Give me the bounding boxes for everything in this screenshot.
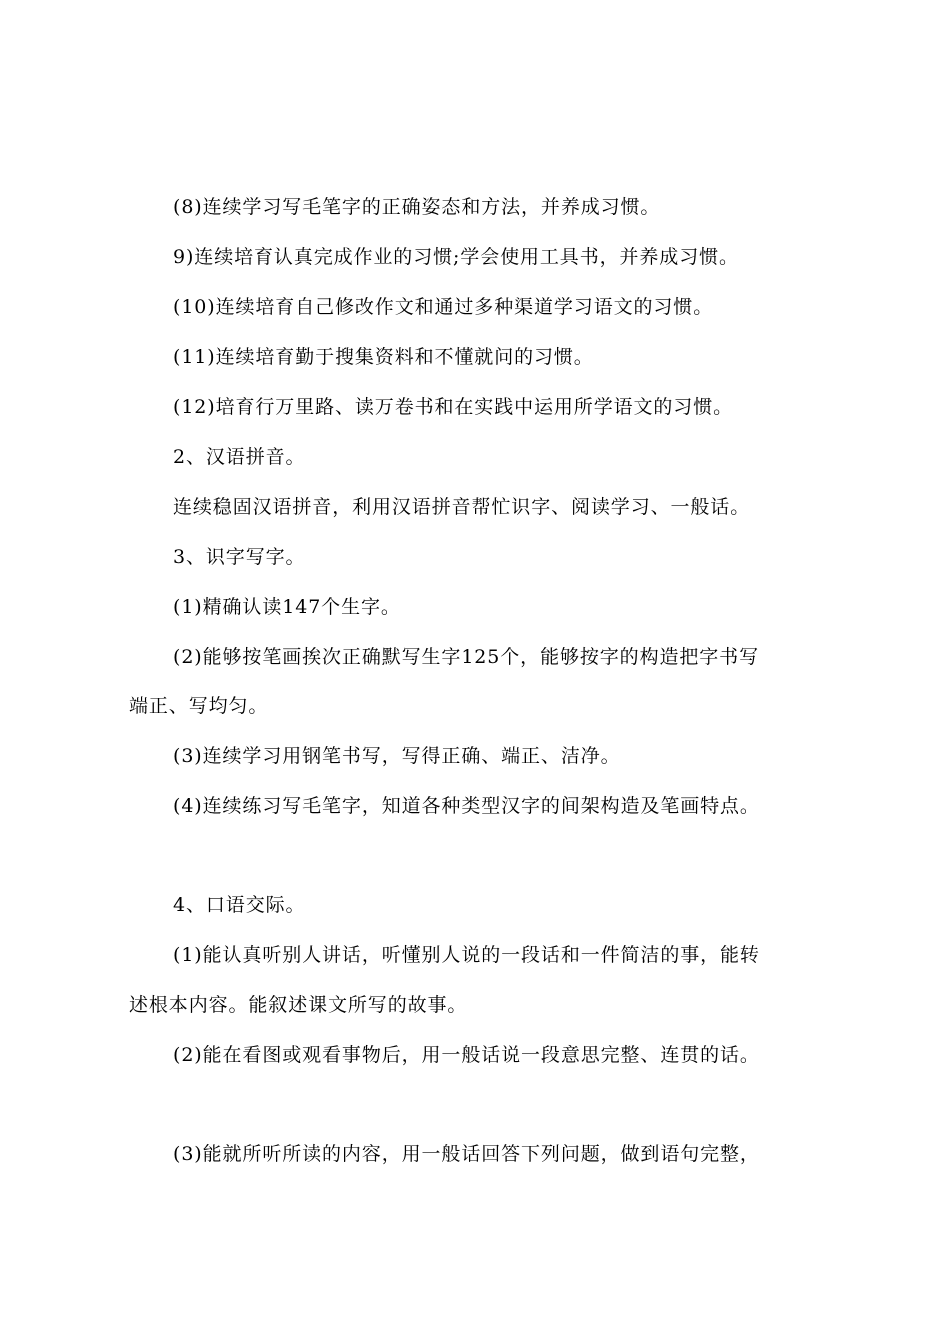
section-heading-oral: 4、口语交际。 — [173, 894, 306, 916]
text-line-chars-1: (1)精确认读147个生字。 — [173, 596, 401, 618]
text-line-oral-2: (2)能在看图或观看事物后，用一般话说一段意思完整、连贯的话。 — [173, 1044, 760, 1066]
text-line-12: (12)培育行万里路、读万卷书和在实践中运用所学语文的习惯。 — [173, 396, 734, 418]
text-line-oral-1-cont: 述根本内容。能叙述课文所写的故事。 — [129, 994, 468, 1016]
text-line-pinyin: 连续稳固汉语拼音，利用汉语拼音帮忙识字、阅读学习、一般话。 — [173, 496, 751, 518]
text-line-chars-3: (3)连续学习用钢笔书写，写得正确、端正、洁净。 — [173, 745, 621, 767]
section-heading-pinyin: 2、汉语拼音。 — [173, 446, 306, 468]
section-heading-characters: 3、识字写字。 — [173, 546, 306, 568]
text-line-oral-3: (3)能就所听所读的内容，用一般话回答下列问题，做到语句完整， — [173, 1143, 760, 1165]
text-line-10: (10)连续培育自己修改作文和通过多种渠道学习语文的习惯。 — [173, 296, 714, 318]
text-line-chars-2: (2)能够按笔画挨次正确默写生字125个，能够按字的构造把字书写 — [173, 646, 759, 668]
text-line-chars-4: (4)连续练习写毛笔字，知道各种类型汉字的间架构造及笔画特点。 — [173, 795, 760, 817]
text-line-8: (8)连续学习写毛笔字的正确姿态和方法，并养成习惯。 — [173, 196, 661, 218]
text-line-oral-1: (1)能认真听别人讲话，听懂别人说的一段话和一件简洁的事，能转 — [173, 944, 760, 966]
text-line-chars-2-cont: 端正、写均匀。 — [129, 695, 269, 717]
text-line-11: (11)连续培育勤于搜集资料和不懂就问的习惯。 — [173, 346, 594, 368]
text-line-9: 9)连续培育认真完成作业的习惯;学会使用工具书，并养成习惯。 — [173, 246, 739, 268]
